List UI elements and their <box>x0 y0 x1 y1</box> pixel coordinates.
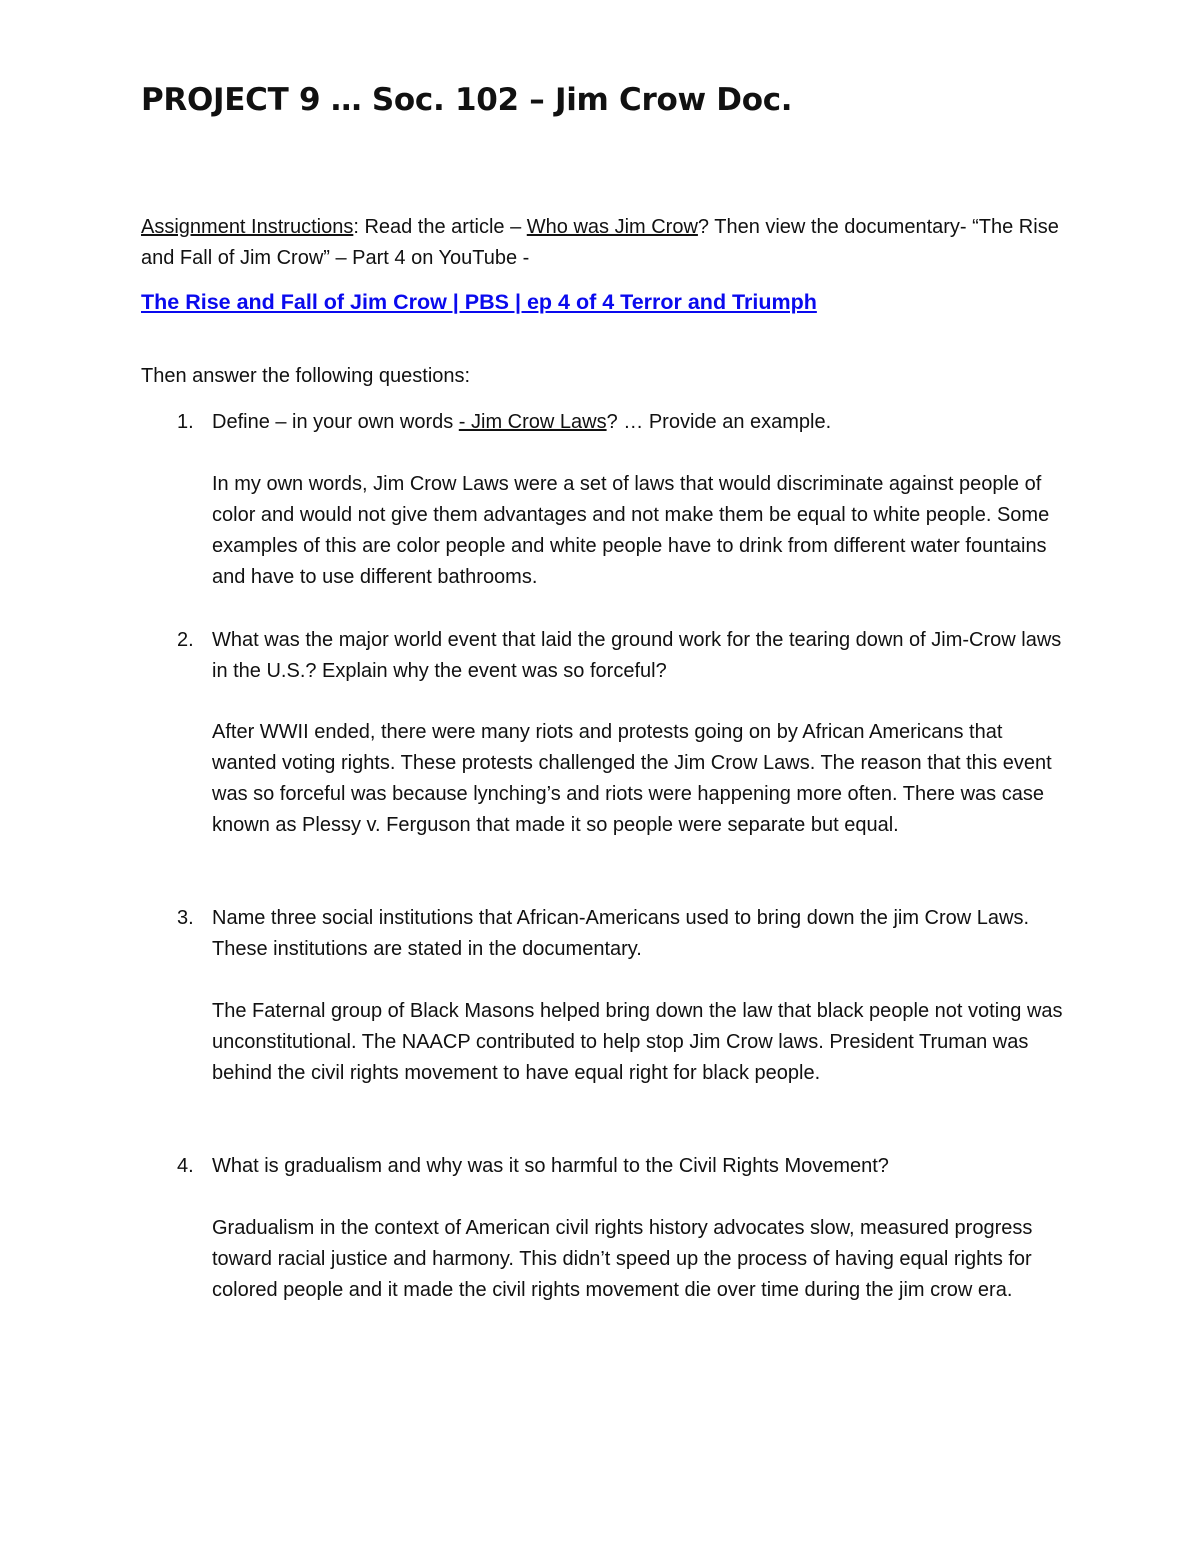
question-number: 4. <box>177 1155 194 1177</box>
question-1 <box>141 407 1071 438</box>
assignment-instructions <box>141 212 1081 274</box>
answer-4: Gradualism in the context of American civil rights history advocates slow, measured progress toward racial justice and harmony. This didn’t speed up the process of having equal rights for colored people and it made the civil rights movement die over time during the jim crow era. <box>212 1217 1033 1301</box>
instructions-text-continued: ? Then view the documentary- “The Rise and Fall of Jim Crow” – Part 4 on YouTube - <box>141 216 1059 269</box>
question-text-end: ? … Provide an example. <box>606 411 832 433</box>
video-link[interactable]: The Rise and Fall of Jim Crow | PBS | ep 4 of 4 Terror and Triumph <box>141 290 817 314</box>
instructions-text: : Read the article – <box>353 216 527 238</box>
question-text: What was the major world event that laid the ground work for the tearing down of Jim-Crow laws in the U.S.? Explain why the event was so forceful? <box>212 629 1062 682</box>
question-3 <box>141 903 1071 965</box>
question-4 <box>141 1151 1071 1182</box>
article-link[interactable]: Who was Jim Crow <box>526 216 698 238</box>
question-text: What is gradualism and why was it so harmful to the Civil Rights Movement? <box>212 1155 889 1177</box>
questions-intro: Then answer the following questions: <box>141 365 471 387</box>
question-number: 3. <box>177 907 194 929</box>
instructions-label: Assignment Instructions <box>141 216 354 238</box>
answer-1: In my own words, Jim Crow Laws were a set of laws that would discriminate against people of color and would not give them advantages and not make them be equal to white people. Some examples of this are color people and white people have to drink from different water fountains and have to use different bathrooms. <box>212 473 1050 588</box>
question-number: 1. <box>177 411 194 433</box>
question-number: 2. <box>177 629 194 651</box>
question-text: Name three social institutions that African-Americans used to bring down the jim Crow Laws. These institutions are stated in the documentary. <box>212 907 1030 960</box>
answer-3: The Faternal group of Black Masons helped bring down the law that black people not voting was unconstitutional. The NAACP contributed to help stop Jim Crow laws. President Truman was behind the civil rights movement to have equal right for black people. <box>212 1000 1063 1084</box>
question-text <box>212 407 1071 438</box>
answer-2: After WWII ended, there were many riots and protests going on by African Americans that wanted voting rights. These protests challenged the Jim Crow Laws. The reason that this event was so forceful was because lynching’s and riots were happening more often. There was case known as Plessy v. Ferguson that made it so people were separate but equal. <box>212 721 1052 836</box>
question-text-start: Define – in your own words <box>212 411 459 433</box>
page-title: PROJECT 9 … Soc. 102 – Jim Crow Doc. <box>141 82 793 118</box>
jim-crow-laws-link[interactable]: - Jim Crow Laws <box>458 411 607 433</box>
question-2 <box>141 625 1071 687</box>
